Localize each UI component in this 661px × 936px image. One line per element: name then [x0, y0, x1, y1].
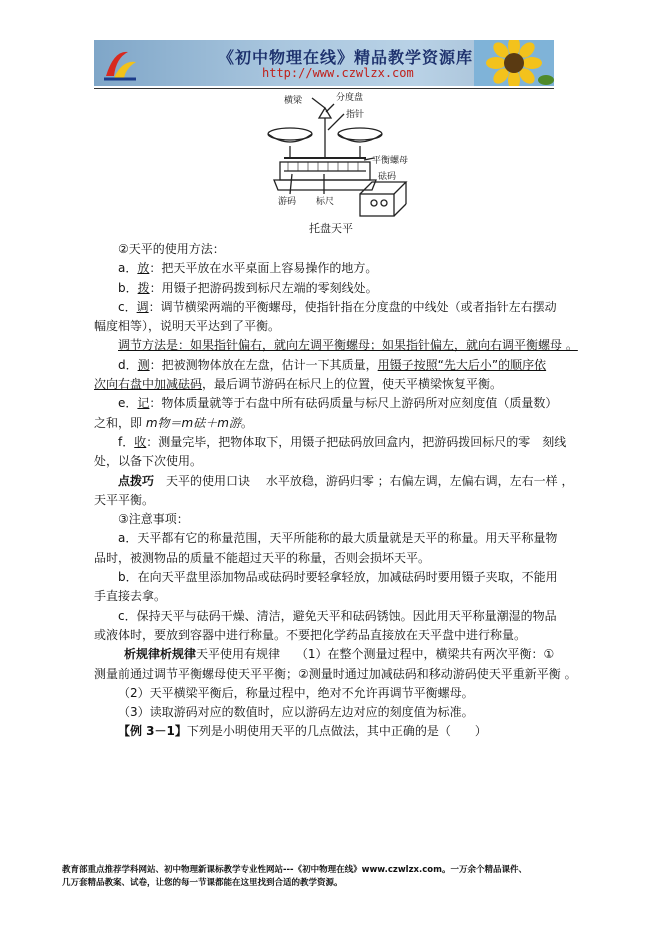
page-footer [62, 864, 622, 890]
text-line: e．记：物体质量就等于右盘中所有砝码质量与标尺上游码所对应刻度值（质量数） [118, 396, 558, 411]
header-banner [94, 40, 554, 86]
text-line: 次向右盘中加减砝码，最后调节游码在标尺上的位置，使天平横梁恢复平衡。 [94, 377, 503, 392]
text-line: 手直接去拿。 [94, 589, 167, 604]
text-line: a．天平都有它的称量范围，天平所能称的最大质量就是天平的称量。用天平称量物 [118, 531, 558, 546]
formula: m物＝m砝＋m游 [145, 415, 241, 430]
text-line: d．测：把被测物体放在左盘，估计一下其质量，用镊子按照“先大后小”的顺序依 [118, 357, 547, 372]
text-line: 处，以备下次使用。 [94, 454, 203, 469]
text-line: 析规律析规律天平使用有规律 （1）在整个测量过程中，横梁共有两次平衡：① [124, 647, 555, 662]
text-line: 之和，即 m物＝m砝＋m游。 [94, 415, 253, 430]
text-line: c．调：调节横梁两端的平衡螺母，使指针指在分度盘的中线处（或者指针左右摆动 [118, 299, 557, 314]
text-line: 天平平衡。 [94, 492, 155, 507]
footer-line: 几万套精品教案、试卷，让您的每一节课都能在这里找到合适的教学资源。 [62, 878, 343, 888]
label-pointer: 指针 [346, 110, 365, 120]
text-line: 点拨巧 天平的使用口诀 水平放稳，游码归零 ；右偏左调，左偏右调，左右一样 ， [118, 473, 574, 488]
label-nut: 平衡螺母 [372, 156, 409, 166]
text-line: 调节方法是：如果指针偏右，就向左调平衡螺母；如果指针偏左，就向右调平衡螺母 。 [118, 338, 578, 353]
label-weights: 砝码 [378, 172, 397, 182]
site-logo [100, 46, 140, 82]
text-line: （2）天平横梁平衡后，称量过程中，绝对不允许再调节平衡螺母。 [118, 685, 474, 700]
label-beam: 横梁 [284, 96, 303, 106]
text-line: f．收：测量完毕，把物体取下，用镊子把砝码放回盒内，把游码拨回标尺的零 刻线 [118, 434, 567, 449]
site-url[interactable]: http://www.czwlzx.com [262, 66, 414, 80]
text-line: ②天平的使用方法： [118, 242, 225, 256]
footer-line: 教育部重点推荐学科网站、初中物理新课标教学专业性网站---《初中物理在线》www.czwlzx.com。一万余个精品课件、 [62, 865, 527, 875]
document-body [94, 240, 578, 742]
label-ruler: 标尺 [316, 197, 335, 207]
label-scale: 分度盘 [336, 93, 364, 103]
text-line: 品时，被测物品的质量不能超过天平的称量，否则会损坏天平。 [94, 550, 431, 565]
text-line: b．在向天平盘里添加物品或砝码时要轻拿轻放，加减砝码时要用镊子夹取，不能用 [118, 570, 558, 585]
text-line: b．拨：用镊子把游码拨到标尺左端的零刻线处。 [118, 280, 378, 295]
balance-figure [254, 90, 414, 240]
sunflower-image [474, 40, 554, 86]
text-line: a．放：把天平放在水平桌面上容易操作的地方。 [118, 261, 378, 276]
text-line: 测量前通过调节平衡螺母使天平平衡；②测量时通过加减砝码和移动游码使天平重新平衡 。 [94, 666, 577, 681]
site-title: 《初中物理在线》精品教学资源库 [218, 48, 474, 67]
figure-caption: 托盘天平 [309, 222, 353, 235]
text-line: ③注意事项： [118, 512, 189, 527]
text-line: （3）读取游码对应的数值时，应以游码左边对应的刻度值为标准。 [118, 705, 474, 720]
text-line: c．保持天平与砝码干燥、清洁，避免天平和砝码锈蚀。因此用天平称量潮湿的物品 [118, 608, 557, 623]
text-line: 【例 3－1】下列是小明使用天平的几点做法，其中正确的是（ ） [118, 724, 487, 739]
header-rule [94, 88, 554, 89]
label-rider: 游码 [278, 197, 297, 207]
text-line: 幅度相等），说明天平达到了平衡。 [94, 319, 281, 334]
text-line: 或液体时，要放到容器中进行称量。不要把化学药品直接放在天平盘中进行称量。 [94, 627, 527, 642]
